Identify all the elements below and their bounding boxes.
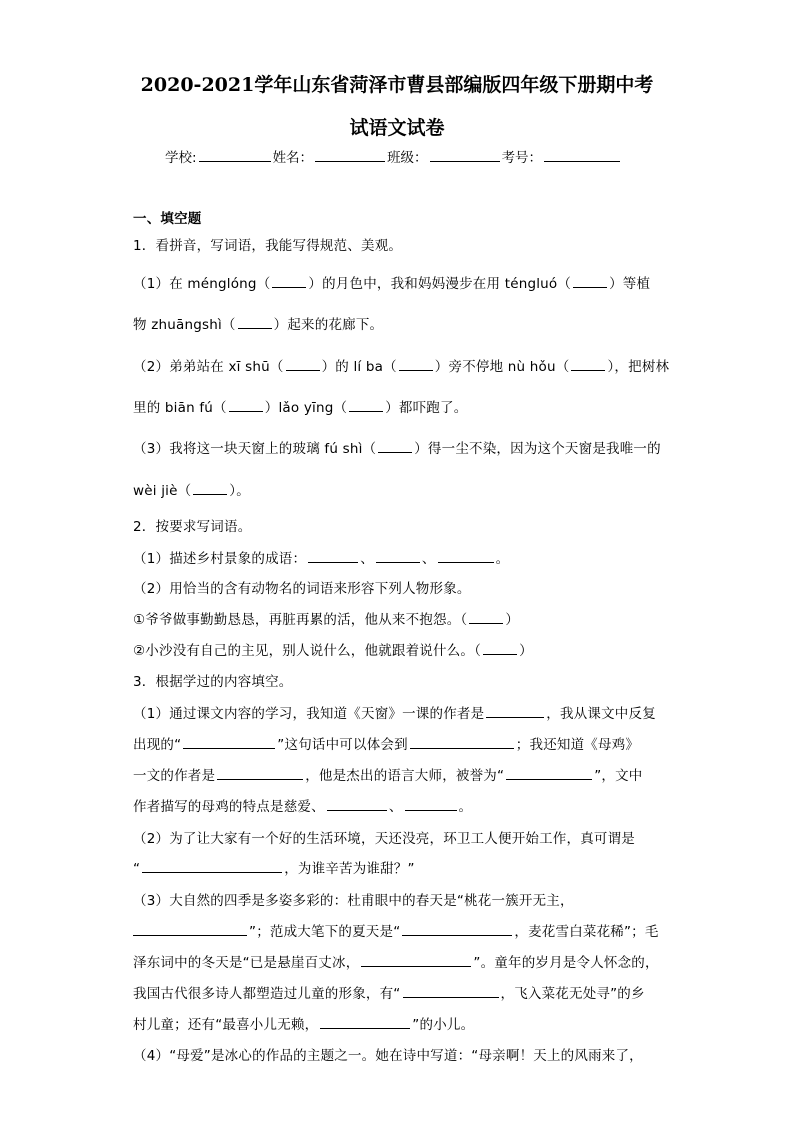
- class-label: 班级：: [387, 150, 428, 166]
- exam-title-line2: 试语文试卷: [349, 117, 445, 139]
- q1-blank[interactable]: [573, 286, 607, 288]
- q3-blank[interactable]: [217, 778, 303, 780]
- q2-blank[interactable]: [308, 561, 358, 563]
- q1-blank[interactable]: [286, 369, 320, 371]
- q3-blank[interactable]: [320, 1027, 410, 1029]
- q3-part4-line1: （4）“母爱”是冰心的作品的主题之一。她在诗中写道：“母亲啊！天上的风雨来了，: [133, 1048, 643, 1064]
- q3-part3-line4: 我国古代很多诗人都塑造过儿童的形象，有“ ，飞入菜花无处寻”的乡: [133, 986, 645, 1002]
- q2-stem: 2．按要求写词语。: [133, 519, 252, 535]
- section-heading-fill-blanks: 一、填空题: [133, 211, 202, 227]
- q2-blank[interactable]: [376, 561, 420, 563]
- q3-part2-line1: （2）为了让大家有一个好的生活环境，天还没亮，环卫工人便开始工作，真可谓是: [133, 831, 635, 847]
- q3-part2-line2: “ ，为谁辛苦为谁甜？”: [133, 861, 415, 877]
- q1-part3-line2: wèi jiè（ ）。: [133, 483, 250, 499]
- q2-part2-item1: ①爷爷做事勤勤恳恳，再脏再累的活，他从来不抱怨。（ ）: [133, 612, 520, 628]
- q3-blank[interactable]: [361, 965, 471, 967]
- q3-blank[interactable]: [486, 716, 544, 718]
- school-blank[interactable]: [199, 160, 271, 162]
- name-blank[interactable]: [315, 160, 385, 162]
- q3-blank[interactable]: [402, 934, 512, 936]
- q3-part3-line5: 村儿童；还有“最喜小儿无赖， ”的小儿。: [133, 1017, 475, 1033]
- number-blank[interactable]: [544, 160, 620, 162]
- student-info-row: [165, 146, 622, 166]
- q3-part3-line1: （3）大自然的四季是多姿多彩的：杜甫眼中的春天是“桃花一簇开无主，: [133, 893, 574, 909]
- name-label: 姓名：: [272, 150, 314, 166]
- q1-blank[interactable]: [193, 493, 227, 495]
- q1-blank[interactable]: [272, 286, 306, 288]
- q3-blank[interactable]: [183, 747, 275, 749]
- q2-part2: （2）用恰当的含有动物名的词语来形容下列人物形象。: [133, 581, 471, 597]
- number-label: 考号：: [501, 150, 543, 166]
- q3-blank[interactable]: [410, 747, 514, 749]
- q2-part2-item2: ②小沙没有自己的主见，别人说什么，他就跟着说什么。（ ）: [133, 643, 533, 659]
- q3-stem: 3．根据学过的内容填空。: [133, 674, 293, 690]
- school-label: 学校:: [165, 150, 197, 166]
- q3-part1-line2: 出现的“ ”这句话中可以体会到 ；我还知道《母鸡》: [133, 737, 640, 753]
- q1-blank[interactable]: [238, 327, 272, 329]
- q1-part1-line2: 物 zhuāngshì（ ）起来的花廊下。: [133, 317, 384, 333]
- q1-blank[interactable]: [378, 451, 412, 453]
- q1-part2-line2: 里的 biān fú（ ）lǎo yīng（ ）都吓跑了。: [133, 400, 468, 416]
- q3-part3-line3: 泽东词中的冬天是“已是悬崖百丈冰， ”。童年的岁月是令人怀念的，: [133, 955, 659, 971]
- q1-part2-line1: （2）弟弟站在 xī shū（ ）的 lí ba（ ）旁不停地 nù hǒu（ ），把树林: [133, 359, 670, 375]
- exam-title-line1: 2020-2021学年山东省菏泽市曹县部编版四年级下册期中考: [140, 74, 654, 96]
- q3-part1-line4: 作者描写的母鸡的特点是慈爱、 、 。: [133, 799, 473, 815]
- q3-blank[interactable]: [133, 934, 247, 936]
- q1-blank[interactable]: [349, 410, 383, 412]
- class-blank[interactable]: [430, 160, 500, 162]
- q1-blank[interactable]: [571, 369, 605, 371]
- q2-blank[interactable]: [483, 653, 517, 655]
- q1-part1-line1: （1）在 ménglóng（ ）的月色中，我和妈妈漫步在用 téngluó（ ）等植: [133, 276, 651, 292]
- q3-blank[interactable]: [142, 871, 282, 873]
- q3-blank[interactable]: [327, 809, 387, 811]
- q3-blank[interactable]: [506, 778, 592, 780]
- q1-blank[interactable]: [399, 369, 433, 371]
- q3-part3-line2: ”；范成大笔下的夏天是“ ，麦花雪白菜花稀”；毛: [133, 920, 659, 940]
- q2-part1: （1）描述乡村景象的成语： 、 、 。: [133, 551, 510, 567]
- q3-part1-line1: （1）通过课文内容的学习，我知道《天窗》一课的作者是 ，我从课文中反复: [133, 706, 656, 722]
- q2-blank[interactable]: [469, 622, 503, 624]
- q1-part3-line1: （3）我将这一块天窗上的玻璃 fú shì（ ）得一尘不染，因为这个天窗是我唯一的: [133, 441, 661, 457]
- q3-blank[interactable]: [405, 809, 457, 811]
- q3-blank[interactable]: [403, 996, 499, 998]
- q3-part1-line3: 一文的作者是 ，他是杰出的语言大师，被誉为“ ”，文中: [133, 768, 643, 784]
- q2-blank[interactable]: [438, 561, 494, 563]
- q1-stem: 1．看拼音，写词语，我能写得规范、美观。: [133, 238, 403, 254]
- q1-blank[interactable]: [229, 410, 263, 412]
